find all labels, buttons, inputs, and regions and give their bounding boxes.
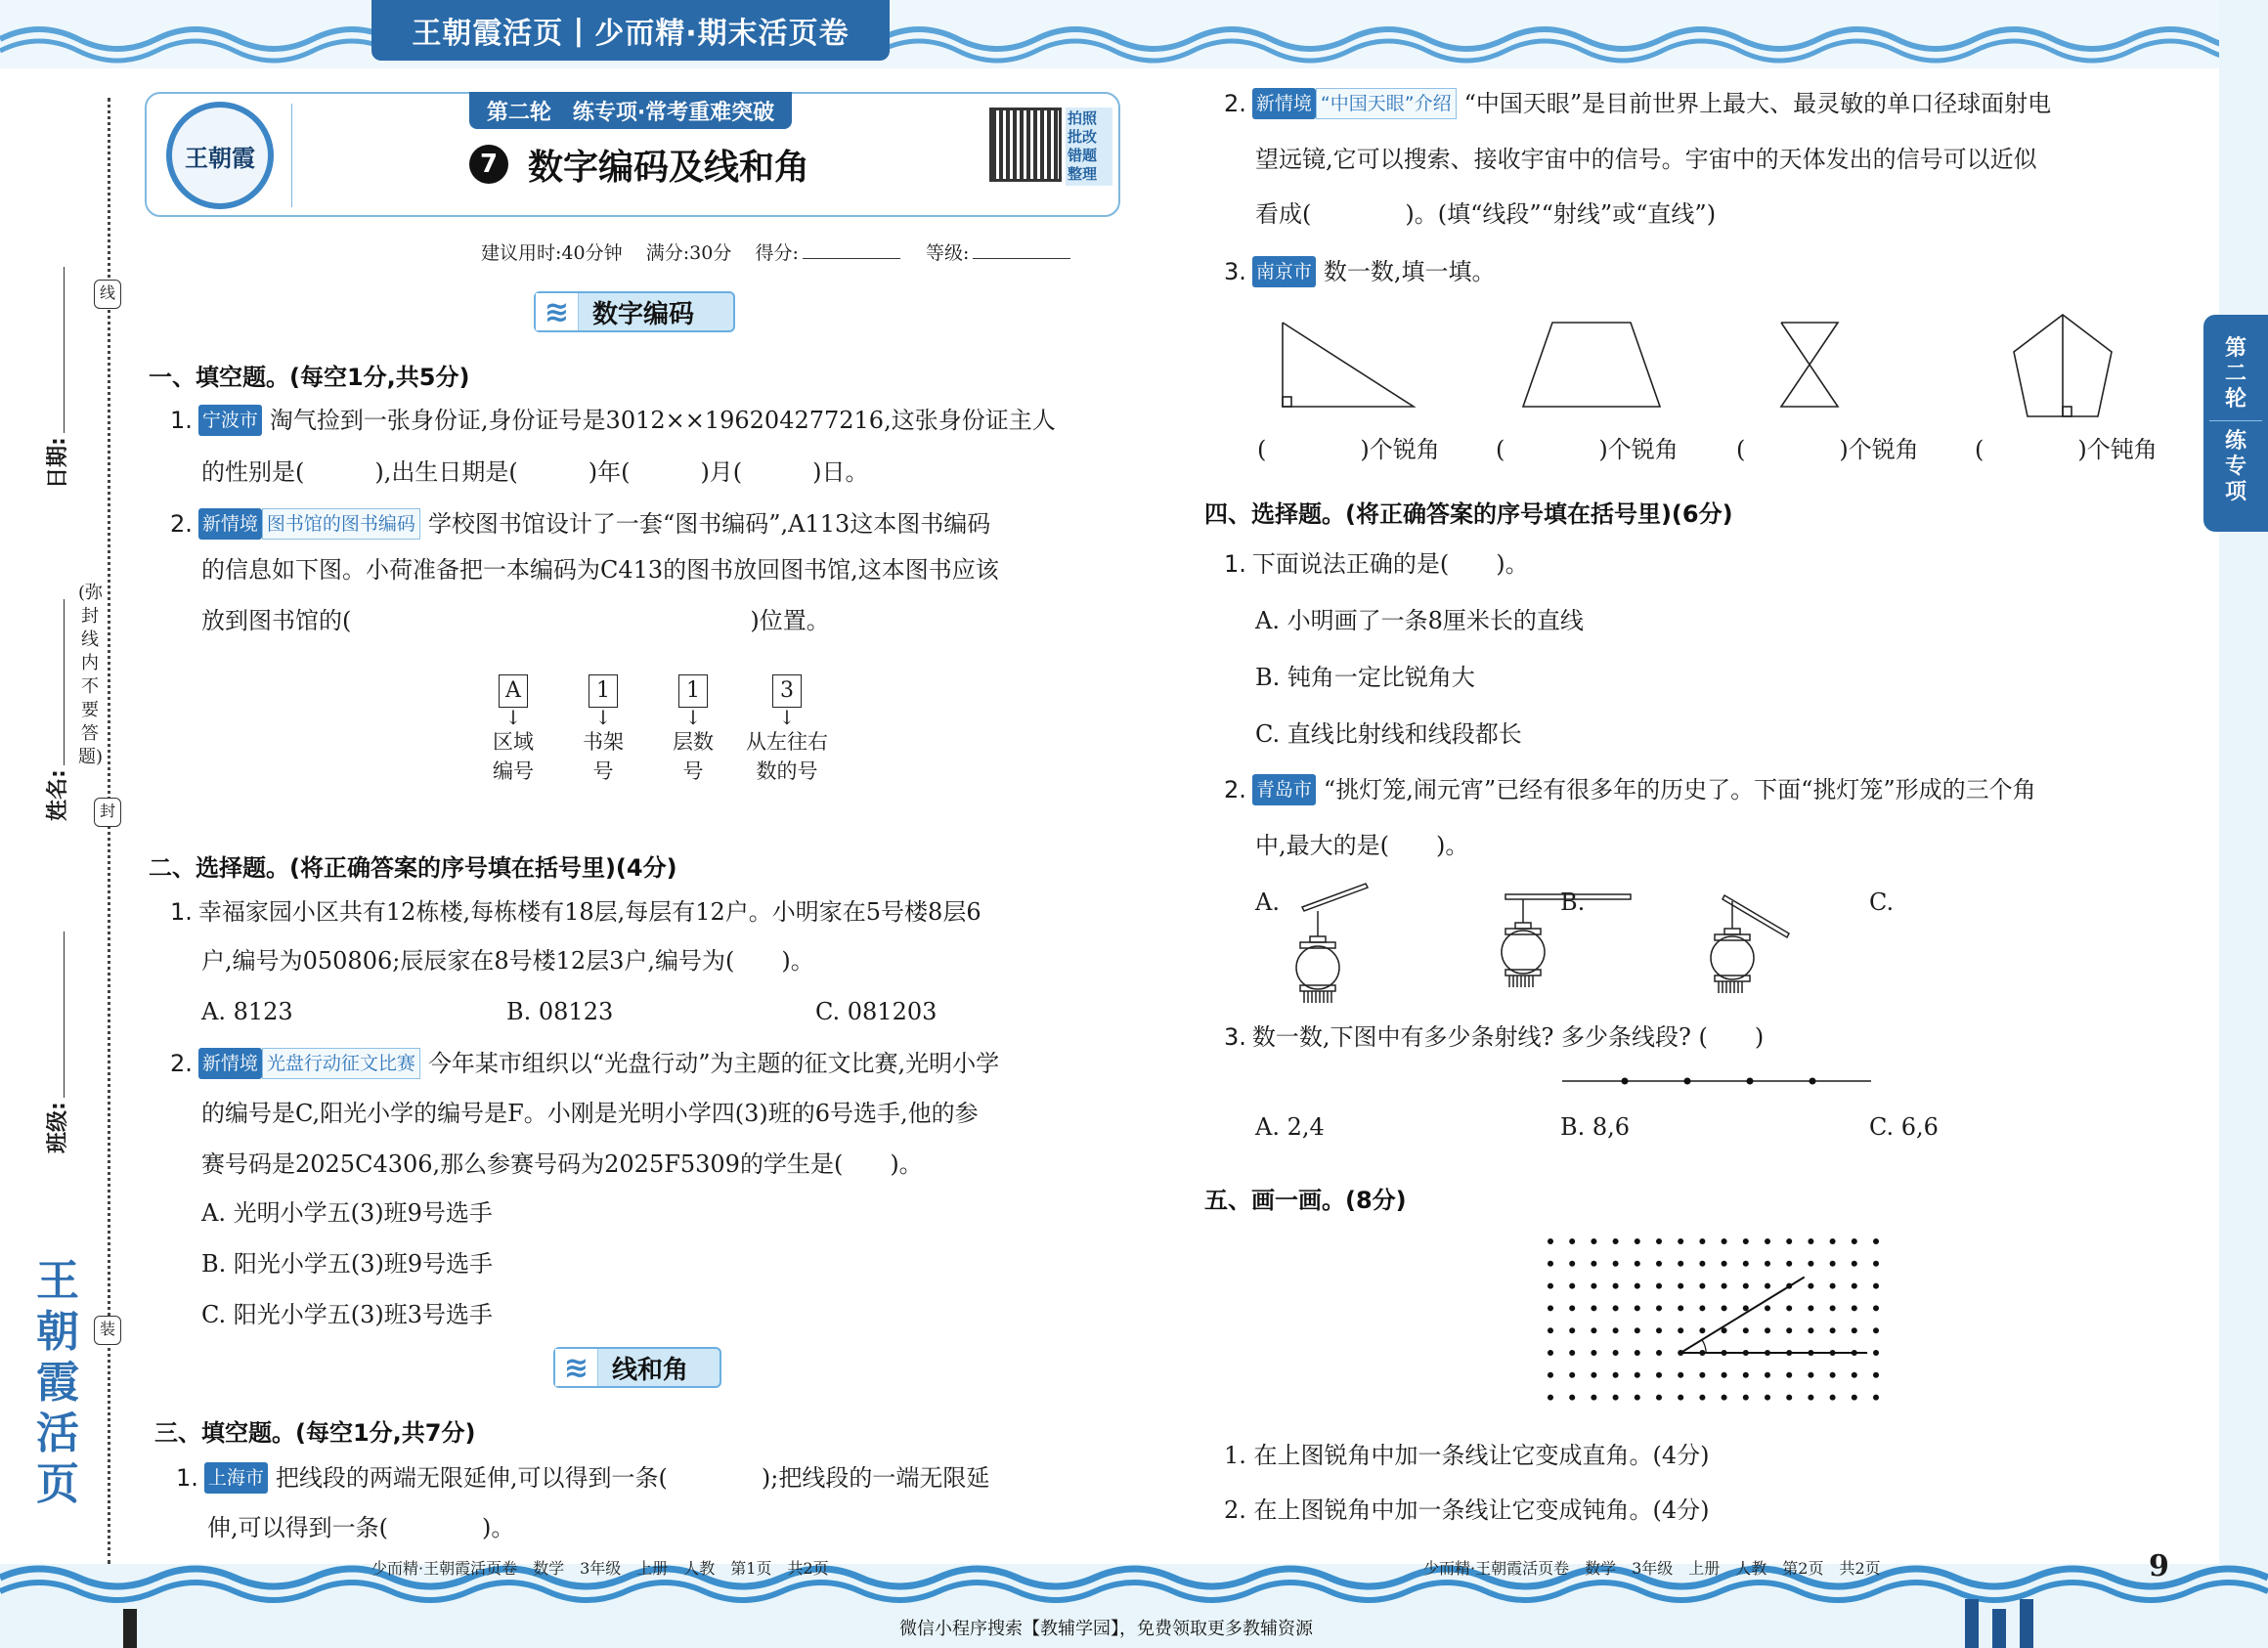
section-banner-digit-coding: ≋ 数字编码: [534, 291, 735, 332]
qr-code-icon[interactable]: [989, 108, 1062, 182]
p1-q1-line2: 的性别是( ),出生日期是( )年( )月( )日。: [201, 458, 869, 486]
grade-label: 等级:: [925, 242, 970, 264]
p1-q1-line1: 1. 宁波市 淘气捡到一张身份证,身份证号是3012××196204277216,这张身份证主人: [170, 407, 1056, 434]
side-tab-round: 第二轮 练专项: [2203, 315, 2268, 532]
right-wave-decoration: [2219, 0, 2268, 1648]
wave-icon: ≋: [536, 293, 579, 330]
masthead-brand: 王朝霞活页: [412, 17, 564, 51]
trapezoid-shape: [1523, 323, 1660, 407]
date-field[interactable]: 日期:: [41, 267, 71, 489]
page-number: 9: [2149, 1549, 2169, 1583]
unit-title: [469, 135, 809, 194]
context-topic-tag: “中国天眼”介绍: [1316, 88, 1457, 119]
p2-q2-line1: 2. 新情境 光盘行动征文比赛 今年某市组织以“光盘行动”为主题的征文比赛,光明小学: [170, 1050, 1000, 1077]
new-context-tag: 新情境: [198, 1048, 262, 1079]
p2-q1-option-b: B. 08123: [506, 998, 614, 1025]
p4-q1-line1: 1. 下面说法正确的是( )。: [1224, 550, 1529, 578]
p4-q3-option-b: B. 8,6: [1560, 1113, 1631, 1141]
seal-tag-line: 线: [94, 280, 121, 309]
p1-q2-line2: 的信息如下图。小荷准备把一本编码为C413的图书放回图书馆,这本图书应该: [201, 556, 999, 584]
region-tag: 青岛市: [1252, 774, 1316, 805]
p2-q2-option-b: B. 阳光小学五(3)班9号选手: [201, 1250, 494, 1278]
p4-q1-option-a: A. 小明画了一条8厘米长的直线: [1255, 607, 1584, 634]
brand-logo: 王朝霞: [166, 102, 274, 209]
lantern-option-b-label: B.: [1560, 889, 1586, 916]
registration-mark: [2020, 1599, 2033, 1648]
full-score: 满分:30分: [645, 242, 732, 264]
masthead-divider: |: [573, 13, 586, 48]
new-context-tag: 新情境: [198, 508, 262, 540]
region-tag: 宁波市: [198, 405, 262, 436]
code-part: 1 ↓ 层数 号: [649, 674, 737, 786]
p2-q1-line1: 1. 幸福家园小区共有12栋楼,每栋楼有18层,每层有12户。小明家在5号楼8层6: [170, 898, 981, 926]
wave-icon: ≋: [555, 1349, 598, 1386]
p4-q3-line1: 3. 数一数,下图中有多少条射线? 多少条线段? ( ): [1224, 1023, 1765, 1051]
suggested-time: 建议用时:40分钟: [481, 242, 623, 264]
part1-heading: 一、填空题。(每空1分,共5分): [149, 364, 470, 391]
lantern-figures: [1261, 880, 2043, 1007]
p1-q2-line1: 2. 新情境 图书馆的图书编码 学校图书馆设计了一套“图书编码”,A113这本图书编码: [170, 510, 991, 538]
p4-q1-option-b: B. 钝角一定比锐角大: [1255, 664, 1475, 691]
score-field[interactable]: [803, 258, 900, 259]
lantern-a-icon: [1296, 884, 1368, 1003]
bottom-promo-note: 微信小程序搜索【教辅学园】，免费领取更多教辅资源: [899, 1619, 1313, 1639]
grade-field[interactable]: [973, 258, 1070, 259]
p4-q2-line1: 2. 青岛市 “挑灯笼,闹元宵”已经有很多年的历史了。下面“挑灯笼”形成的三个角: [1224, 776, 2036, 803]
round-banner: 第二轮 练专项·常考重难突破: [469, 92, 792, 129]
context-topic-tag: 光盘行动征文比赛: [262, 1048, 420, 1079]
seal-tag-bind: 装: [94, 1316, 121, 1345]
book-code-diagram: [469, 674, 841, 802]
lantern-b-icon: [1502, 894, 1631, 987]
registration-mark: [1965, 1599, 1979, 1648]
part2-heading: 二、选择题。(将正确答案的序号填在括号里)(4分): [149, 854, 677, 882]
hourglass-shape: [1781, 323, 1838, 407]
p3-q1-line2: 伸,可以得到一条( )。: [207, 1514, 515, 1541]
part3-heading: 三、填空题。(每空1分,共7分): [154, 1419, 476, 1447]
code-part: 1 ↓ 书架 号: [559, 674, 647, 786]
code-part: 3 ↓ 从左往右 数的号: [733, 674, 841, 786]
registration-mark: [1992, 1609, 2006, 1648]
code-part: A ↓ 区域 编号: [469, 674, 557, 786]
region-tag: 南京市: [1252, 256, 1316, 287]
name-field[interactable]: 姓名:: [41, 599, 71, 821]
region-tag: 上海市: [204, 1462, 268, 1494]
lantern-option-a-label: A.: [1255, 889, 1280, 916]
qr-label: 拍照批改 错题整理: [1066, 108, 1112, 186]
score-label: 得分:: [755, 242, 799, 264]
p4-q3-option-c: C. 6,6: [1869, 1113, 1939, 1141]
divider: [291, 104, 292, 207]
masthead: [371, 0, 890, 61]
context-topic-tag: 图书馆的图书编码: [262, 508, 420, 540]
part5-heading: 五、画一画。(8分): [1204, 1187, 1407, 1214]
p2-q2-line3: 赛号码是2025C4306,那么参赛号码为2025F5309的学生是( )。: [201, 1150, 923, 1178]
seal-note: (弥封线内不要答题): [78, 583, 104, 767]
p3-q2-line3: 看成( )。(填“线段”“射线”或“直线”): [1255, 200, 1717, 228]
shape-blank-4[interactable]: ( )个钝角: [1975, 436, 2158, 463]
p5-q1: 1. 在上图锐角中加一条线让它变成直角。(4分): [1224, 1442, 1710, 1469]
section-banner-lines-angles: ≋ 线和角: [553, 1347, 721, 1388]
right-triangle-shape: [1283, 323, 1414, 407]
p3-q2-line1: 2. 新情境 “中国天眼”介绍 “中国天眼”是目前世界上最大、最灵敏的单口径球面射电: [1224, 90, 2052, 117]
unit-title-text: 数字编码及线和角: [528, 147, 810, 188]
unit-number-badge: 7: [469, 145, 508, 184]
p3-q1-line1: 1. 上海市 把线段的两端无限延伸,可以得到一条( );把线段的一端无限延: [176, 1464, 990, 1492]
lantern-c-icon: [1711, 895, 1789, 993]
p2-q2-line2: 的编号是C,阳光小学的编号是F。小刚是光明小学四(3)班的6号选手,他的参: [201, 1100, 979, 1127]
line-with-points-figure: [1562, 1071, 1875, 1091]
shape-blank-1[interactable]: ( )个锐角: [1257, 436, 1440, 463]
dot-grid-figure[interactable]: [1543, 1234, 1895, 1415]
masthead-title: 少而精·期末活页卷: [594, 17, 850, 51]
p2-q1-option-c: C. 081203: [815, 998, 938, 1025]
p2-q2-option-a: A. 光明小学五(3)班9号选手: [201, 1199, 493, 1227]
p1-q2-line3: 放到图书馆的( )位置。: [201, 607, 830, 634]
footer-left: 少而精·王朝霞活页卷 数学 3年级 上册 人教 第1页 共2页: [371, 1559, 829, 1578]
p3-q3-line1: 3. 南京市 数一数,填一填。: [1224, 258, 1496, 285]
brand-vertical: 王朝霞活页: [36, 1256, 79, 1509]
p3-q2-line2: 望远镜,它可以搜索、接收宇宙中的信号。宇宙中的天体发出的信号可以近似: [1255, 146, 2037, 173]
p2-q1-line2: 户,编号为050806;辰辰家在8号楼12层3户,编号为( )。: [201, 947, 814, 975]
part4-heading: 四、选择题。(将正确答案的序号填在括号里)(6分): [1204, 500, 1733, 528]
unit-header-card: [145, 92, 1120, 217]
p5-q2: 2. 在上图锐角中加一条线让它变成钝角。(4分): [1224, 1496, 1710, 1524]
footer-right: 少而精·王朝霞活页卷 数学 3年级 上册 人教 第2页 共2页: [1423, 1559, 1881, 1578]
registration-mark: [123, 1609, 137, 1648]
pentagon-shape: [2014, 315, 2112, 416]
lantern-option-c-label: C.: [1869, 889, 1895, 916]
new-context-tag: 新情境: [1252, 88, 1316, 119]
shape-blank-3[interactable]: ( )个锐角: [1736, 436, 1919, 463]
shapes-figure: [1261, 313, 2141, 420]
exam-meta: [481, 239, 1090, 265]
top-wave-decoration: [0, 0, 2268, 68]
p4-q3-option-a: A. 2,4: [1255, 1113, 1325, 1141]
p2-q1-option-a: A. 8123: [201, 998, 293, 1025]
p4-q1-option-c: C. 直线比射线和线段都长: [1255, 720, 1522, 748]
p2-q2-option-c: C. 阳光小学五(3)班3号选手: [201, 1301, 494, 1328]
p4-q2-line2: 中,最大的是( )。: [1255, 832, 1469, 859]
shape-blank-2[interactable]: ( )个锐角: [1496, 436, 1679, 463]
class-field[interactable]: 班级:: [41, 932, 71, 1153]
seal-tag-seal: 封: [94, 798, 121, 827]
